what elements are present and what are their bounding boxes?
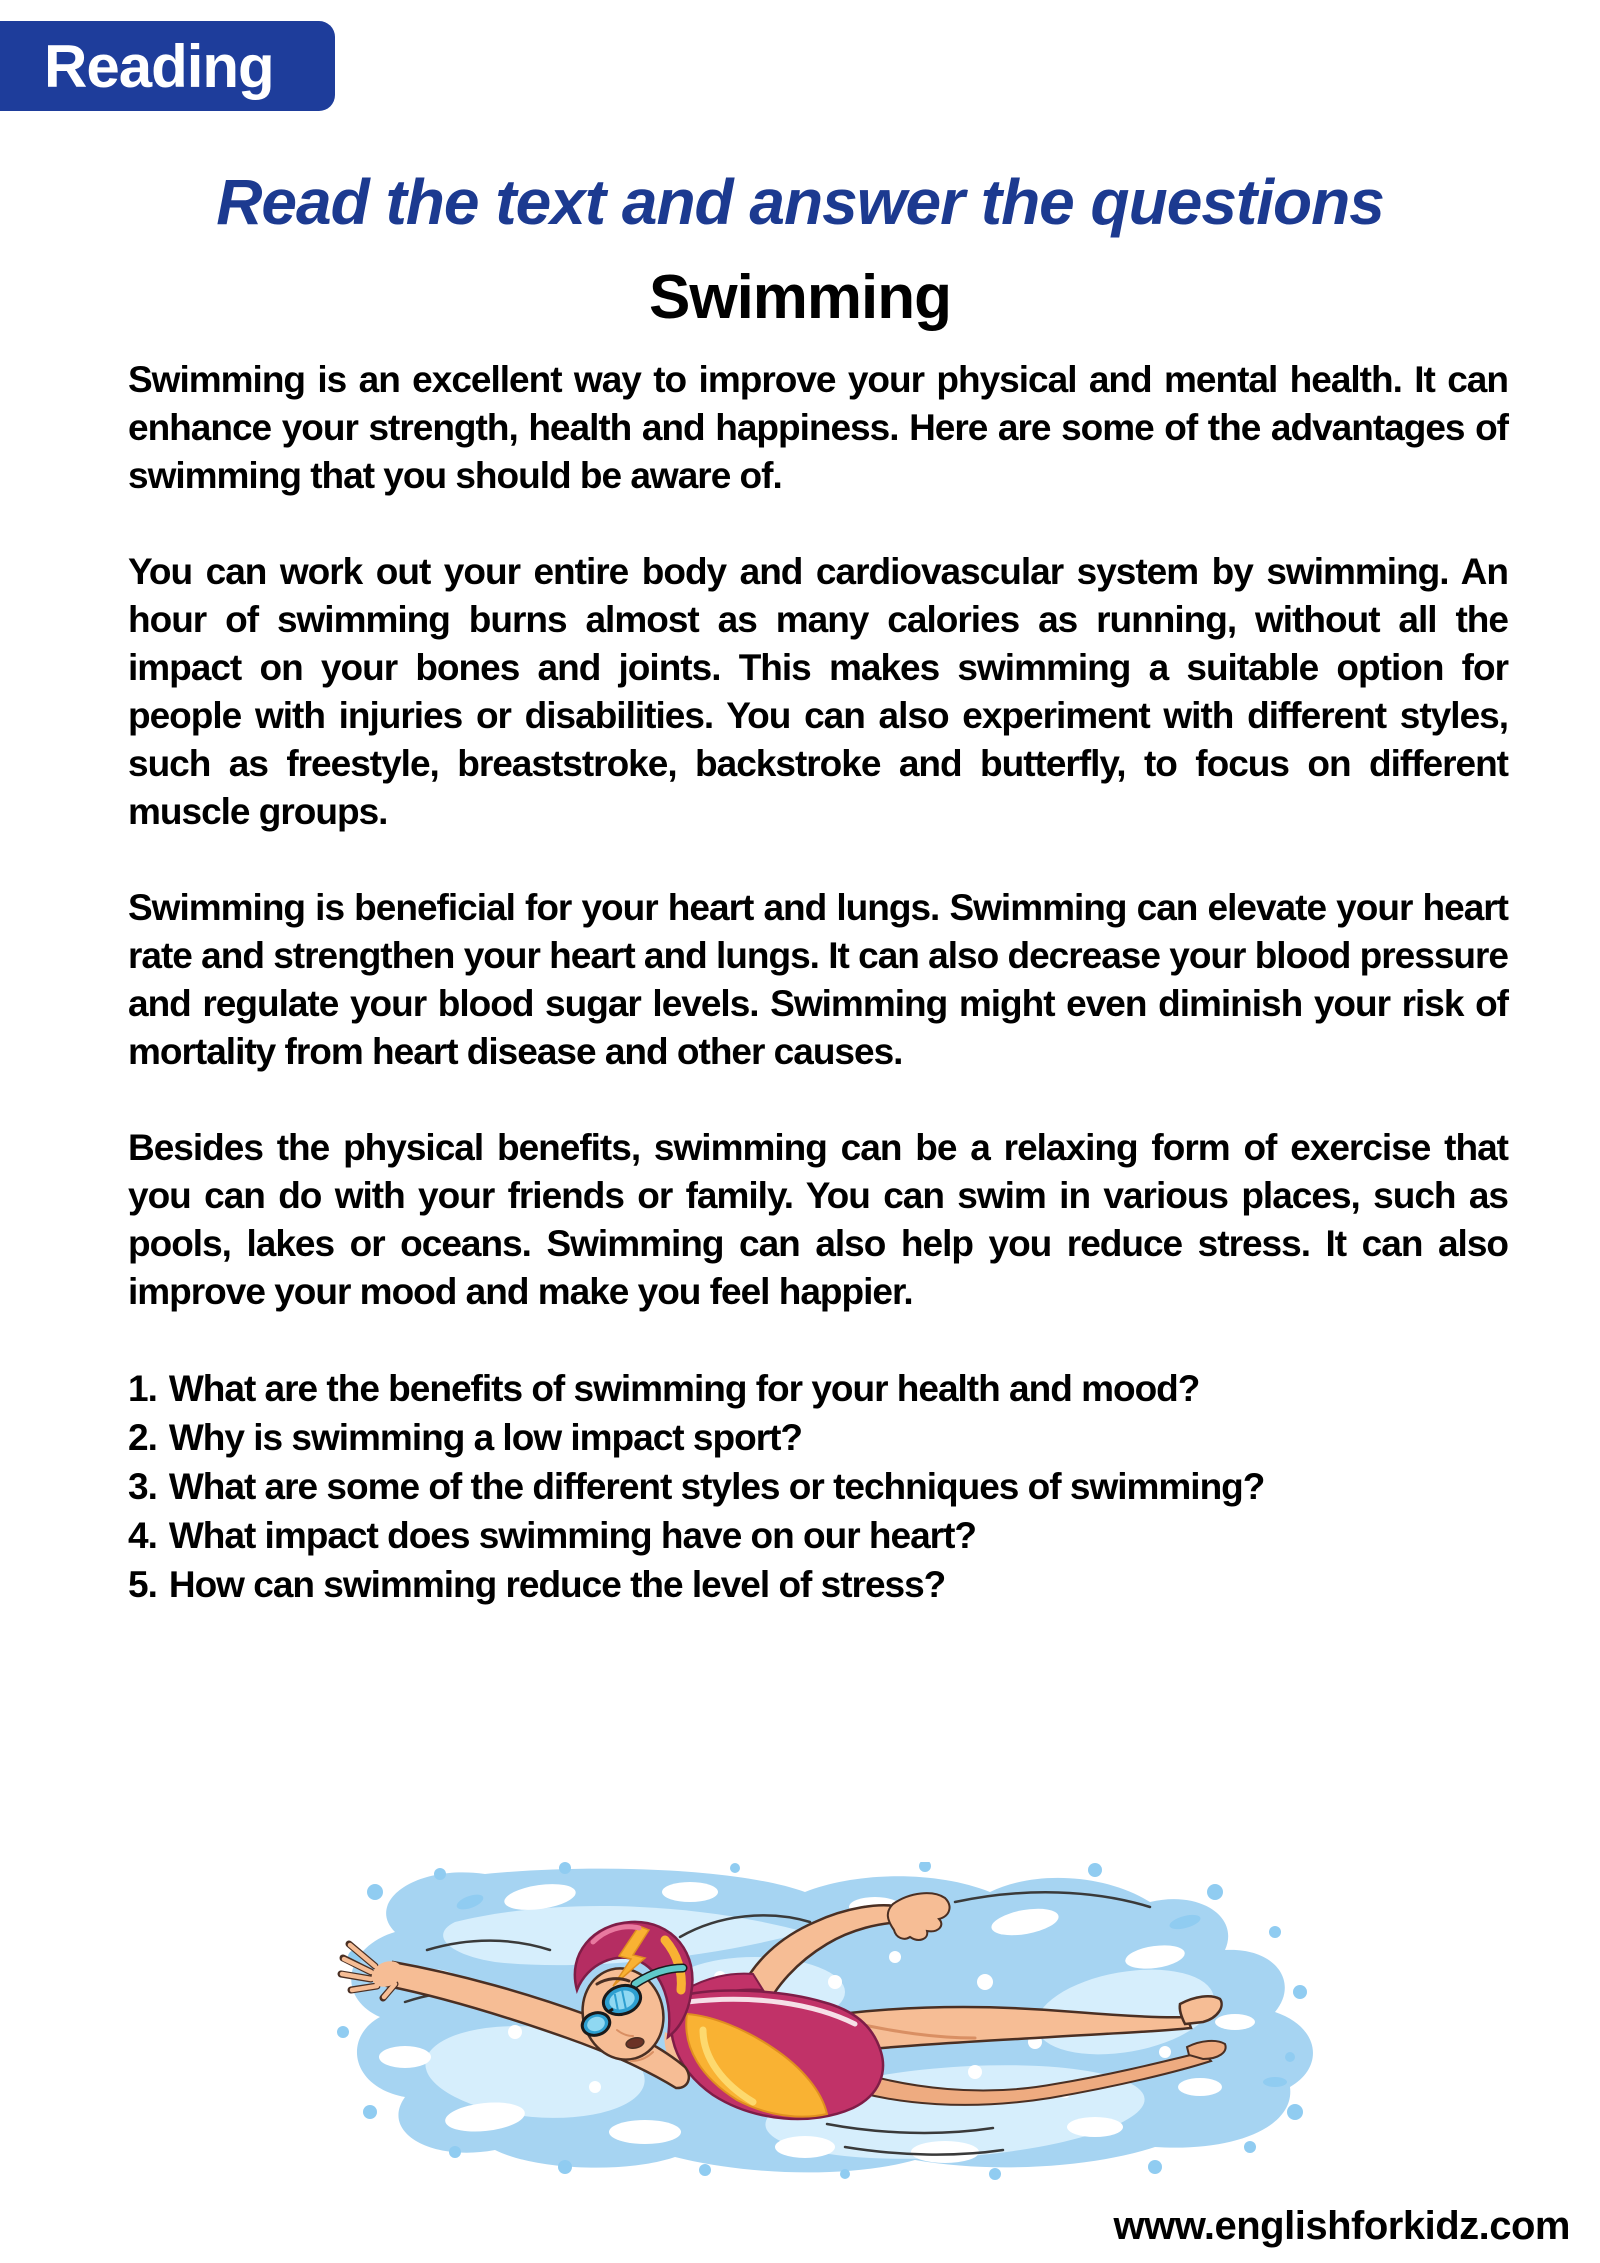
- question-item: [128, 1462, 1508, 1511]
- question-number: 5.: [128, 1564, 157, 1605]
- question-number: 1.: [128, 1368, 157, 1409]
- passage-paragraph: You can work out your entire body and cardiovascular system by swimming. An hour of swimming burns almost as many calories as running, without all the impact on your bones and joints. This makes swimming a suitable option for people with injuries or disabilities. You can also experiment with different styles, such as freestyle, breaststroke, backstroke and butterfly, to focus on different muscle groups.: [128, 551, 1508, 832]
- reading-passage: [128, 356, 1508, 1609]
- question-item: [128, 1511, 1508, 1560]
- website-url: www.englishforkidz.com: [1113, 2204, 1570, 2248]
- instruction-heading: Read the text and answer the questions: [216, 166, 1384, 238]
- question-text: What are some of the different styles or techniques of swimming?: [168, 1466, 1265, 1507]
- question-text: Why is swimming a low impact sport?: [168, 1417, 803, 1458]
- question-number: 2.: [128, 1417, 157, 1458]
- passage-paragraph: Swimming is an excellent way to improve your physical and mental health. It can enhance your strength, health and happiness. Here are some of the advantages of swimming that you should be aware of.: [128, 359, 1508, 496]
- reading-badge-label: Reading: [44, 32, 274, 100]
- page-title: Swimming: [648, 263, 952, 332]
- question-number: 3.: [128, 1466, 157, 1507]
- question-item: [128, 1364, 1508, 1413]
- passage-paragraph: Swimming is beneficial for your heart and lungs. Swimming can elevate your heart rate and strengthen your heart and lungs. It can also decrease your blood pressure and regulate your blood sugar levels. Swimming might even diminish your risk of mortality from heart disease and other causes.: [128, 887, 1508, 1072]
- question-text: What are the benefits of swimming for your health and mood?: [168, 1368, 1200, 1409]
- question-list: [128, 1364, 1508, 1609]
- question-number: 4.: [128, 1515, 157, 1556]
- question-text: What impact does swimming have on our heart?: [168, 1515, 976, 1556]
- question-text: How can swimming reduce the level of stress?: [168, 1564, 946, 1605]
- reading-badge: [0, 21, 335, 111]
- passage-paragraph: Besides the physical benefits, swimming can be a relaxing form of exercise that you can do with your friends or family. You can swim in various places, such as pools, lakes or oceans. Swimming can also help you reduce stress. It can also improve your mood and make you feel happier.: [128, 1127, 1508, 1312]
- swimmer-illustration: [335, 1862, 1315, 2182]
- question-item: [128, 1560, 1508, 1609]
- question-item: [128, 1413, 1508, 1462]
